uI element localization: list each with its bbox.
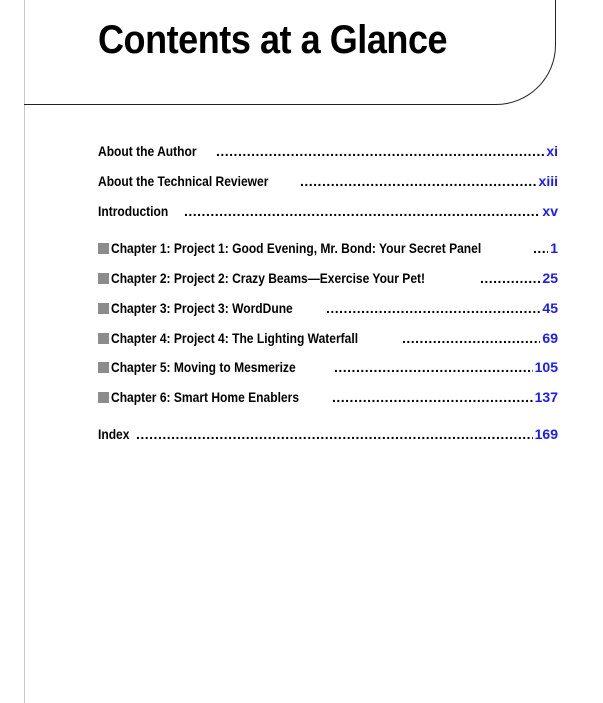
chapter-bullet-icon: [98, 243, 109, 254]
toc-entry-chapter-1[interactable]: [98, 240, 558, 260]
toc-entry-chapter-5[interactable]: [98, 359, 558, 379]
toc-entry-label: Chapter 3: Project 3: WordDune: [111, 300, 293, 316]
toc-entry-label: About the Author: [98, 143, 197, 159]
page-title: Contents at a Glance: [98, 18, 448, 62]
page-edge: [24, 0, 25, 703]
toc-entry-index[interactable]: [98, 426, 558, 446]
toc-entry-label: Chapter 4: Project 4: The Lighting Waterfall: [111, 330, 359, 346]
toc-entry-about-author[interactable]: [98, 143, 558, 163]
toc-leader-dots: [184, 203, 540, 219]
chapter-bullet-icon: [98, 392, 109, 403]
toc-page-number[interactable]: 45: [542, 300, 558, 316]
toc-page-number[interactable]: 105: [534, 359, 558, 375]
toc-entry-label: Index: [98, 426, 130, 442]
toc-entry-label: About the Technical Reviewer: [98, 173, 269, 189]
chapter-bullet-icon: [98, 333, 109, 344]
toc-entry-introduction[interactable]: [98, 203, 558, 223]
toc-leader-dots: [480, 270, 540, 286]
toc-page-number[interactable]: xiii: [538, 173, 558, 189]
chapter-bullet-icon: [98, 303, 109, 314]
toc-leader-dots: [216, 143, 544, 159]
toc-leader-dots: [533, 240, 548, 256]
toc-entry-label: Chapter 1: Project 1: Good Evening, Mr. Bond: Your Secret Panel: [111, 240, 482, 256]
toc-entry-chapter-6[interactable]: [98, 389, 558, 409]
toc-page-number[interactable]: 1: [550, 240, 558, 256]
toc-leader-dots: [332, 389, 533, 405]
toc-page-number[interactable]: xv: [542, 203, 558, 219]
toc-entry-technical-reviewer[interactable]: [98, 173, 558, 193]
toc-leader-dots: [300, 173, 537, 189]
chapter-bullet-icon: [98, 273, 109, 284]
toc-leader-dots: [402, 330, 540, 346]
toc-entry-chapter-2[interactable]: [98, 270, 558, 290]
toc-entry-label: Introduction: [98, 203, 169, 219]
toc-leader-dots: [334, 359, 533, 375]
toc-page-number[interactable]: 25: [542, 270, 558, 286]
toc-page-number[interactable]: 137: [534, 389, 558, 405]
toc-entry-label: Chapter 5: Moving to Mesmerize: [111, 359, 296, 375]
toc-leader-dots: [326, 300, 540, 316]
toc-leader-dots: [136, 426, 533, 442]
toc-entry-chapter-4[interactable]: [98, 330, 558, 350]
toc-entry-chapter-3[interactable]: [98, 300, 558, 320]
toc-entry-label: Chapter 2: Project 2: Crazy Beams—Exercise Your Pet!: [111, 270, 426, 286]
toc-page-number[interactable]: 169: [534, 426, 558, 442]
toc-page-number[interactable]: 69: [542, 330, 558, 346]
toc-entry-label: Chapter 6: Smart Home Enablers: [111, 389, 300, 405]
toc-page-number[interactable]: xi: [546, 143, 558, 159]
chapter-bullet-icon: [98, 362, 109, 373]
